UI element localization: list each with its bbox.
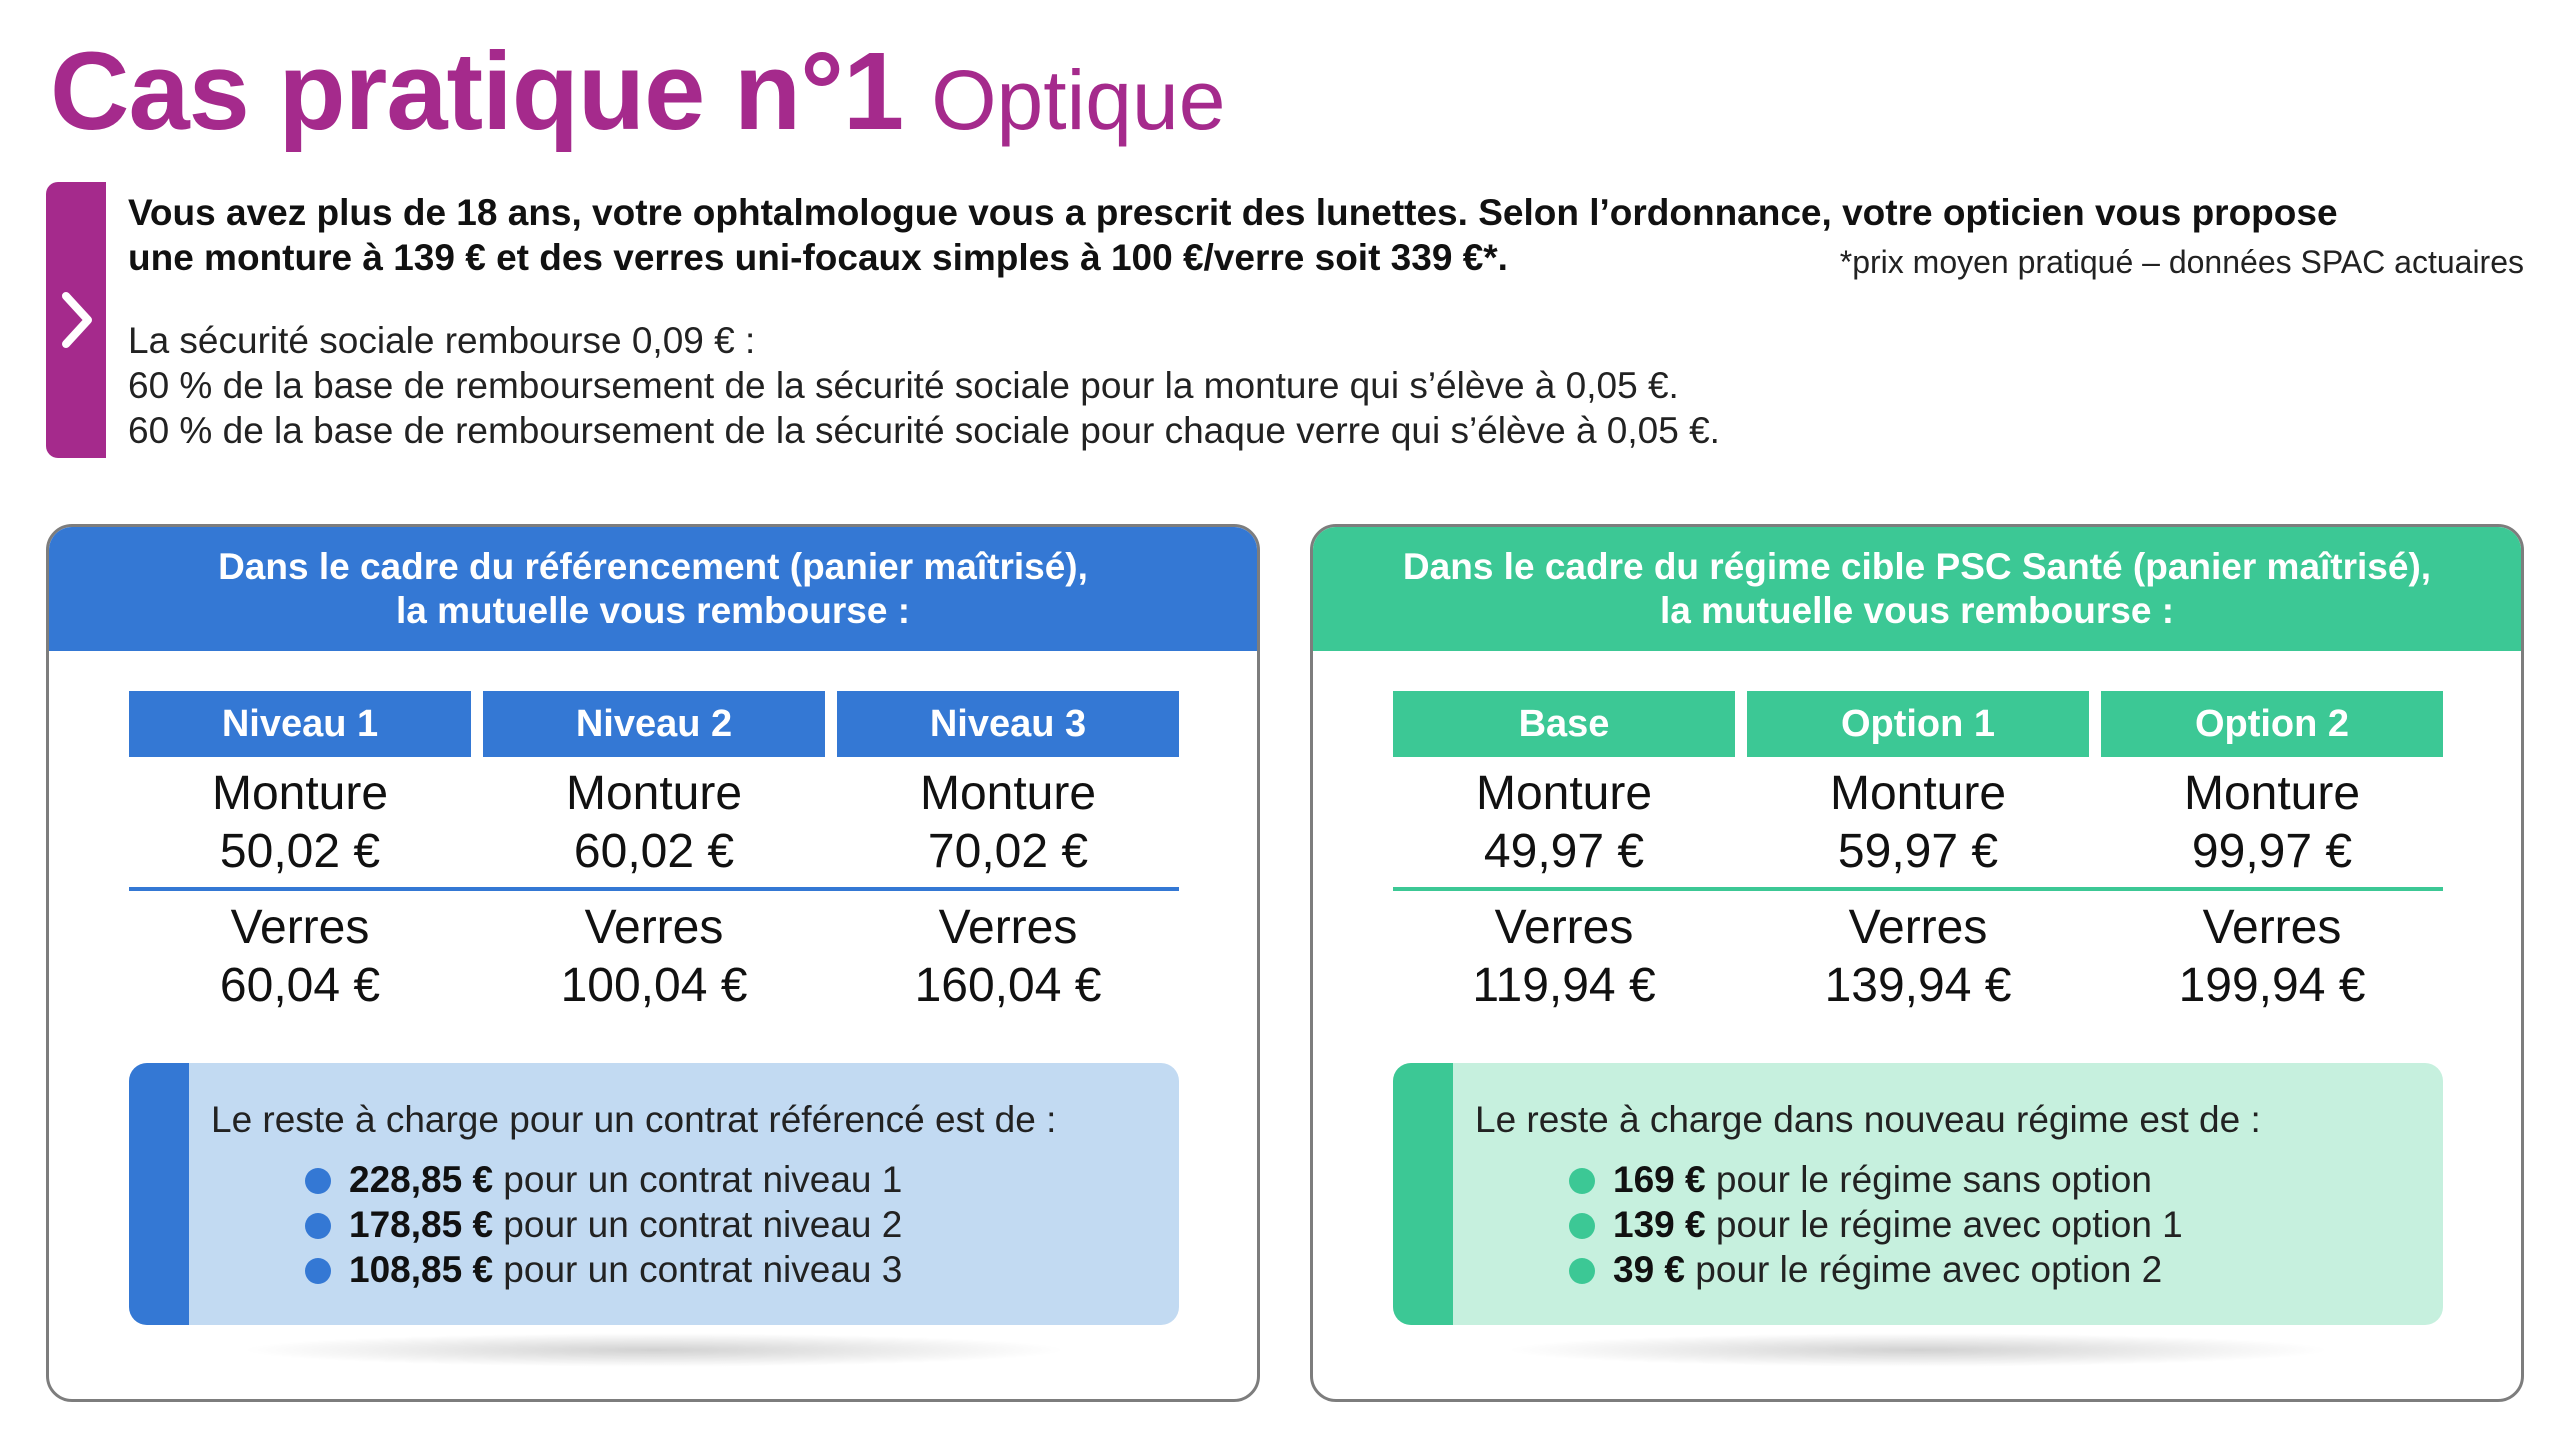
panel-header-line-1: Dans le cadre du référencement (panier maîtrisé), bbox=[218, 546, 1088, 587]
rest-text: pour un contrat niveau 1 bbox=[493, 1159, 903, 1200]
rest-amount: 39 € bbox=[1613, 1249, 1686, 1290]
panel-header bbox=[49, 527, 1257, 651]
reste-a-charge-box bbox=[129, 1063, 1179, 1325]
bullet-icon bbox=[1569, 1258, 1595, 1284]
rest-accent-bar bbox=[129, 1063, 189, 1325]
column-option-2 bbox=[2101, 691, 2443, 1015]
list-item bbox=[1569, 1247, 2183, 1292]
frame-cell bbox=[837, 765, 1179, 893]
box-shadow-decoration bbox=[239, 1333, 1069, 1367]
frame-cell bbox=[483, 765, 825, 893]
lens-value: 139,94 € bbox=[1824, 959, 2012, 1012]
frame-value: 59,97 € bbox=[1837, 825, 1999, 878]
bullet-icon bbox=[1569, 1213, 1595, 1239]
frame-value: 50,02 € bbox=[219, 825, 381, 878]
intro-tab bbox=[46, 182, 106, 458]
rest-text: pour le régime avec option 1 bbox=[1705, 1204, 2183, 1245]
rest-list bbox=[305, 1157, 902, 1292]
secu-line-2: 60 % de la base de remboursement de la sécurité sociale pour la monture qui s’élève à 0,05 €. bbox=[128, 365, 1679, 406]
frame-value: 49,97 € bbox=[1483, 825, 1645, 878]
lens-cell bbox=[1393, 899, 1735, 1015]
secu-block bbox=[128, 318, 1720, 453]
rest-amount: 169 € bbox=[1613, 1159, 1706, 1200]
lens-label: Verres bbox=[2202, 901, 2342, 954]
bullet-icon bbox=[1569, 1168, 1595, 1194]
frame-label: Monture bbox=[211, 767, 389, 820]
secu-line-1: La sécurité sociale rembourse 0,09 € : bbox=[128, 320, 756, 361]
rest-title: Le reste à charge pour un contrat référencé est de : bbox=[211, 1099, 1057, 1140]
lens-cell bbox=[1747, 899, 2089, 1015]
lens-value: 119,94 € bbox=[1472, 959, 1656, 1012]
reste-a-charge-box bbox=[1393, 1063, 2443, 1325]
frame-cell bbox=[129, 765, 471, 893]
rest-title: Le reste à charge dans nouveau régime est de : bbox=[1475, 1099, 2261, 1140]
column-niveau-3 bbox=[837, 691, 1179, 1015]
title-sub: Optique bbox=[931, 53, 1226, 147]
frame-label: Monture bbox=[565, 767, 743, 820]
column-header: Niveau 1 bbox=[129, 691, 471, 757]
column-header: Option 1 bbox=[1747, 691, 2089, 757]
rest-amount: 139 € bbox=[1613, 1204, 1706, 1245]
bullet-icon bbox=[305, 1213, 331, 1239]
panel-header-line-1: Dans le cadre du régime cible PSC Santé (panier maîtrisé), bbox=[1402, 546, 2432, 587]
column-niveau-1 bbox=[129, 691, 471, 1015]
frame-cell bbox=[1747, 765, 2089, 893]
lens-value: 199,94 € bbox=[2178, 959, 2366, 1012]
list-item bbox=[1569, 1157, 2183, 1202]
lens-label: Verres bbox=[938, 901, 1078, 954]
lens-label: Verres bbox=[1494, 901, 1634, 954]
secu-line-3: 60 % de la base de remboursement de la sécurité sociale pour chaque verre qui s’élève à 0,05 €. bbox=[128, 410, 1720, 451]
list-item bbox=[305, 1247, 902, 1292]
panel-header bbox=[1313, 527, 2521, 651]
lens-value: 160,04 € bbox=[914, 959, 1102, 1012]
option-columns bbox=[1393, 691, 2443, 1015]
rest-text: pour le régime avec option 2 bbox=[1685, 1249, 2163, 1290]
rest-list bbox=[1569, 1157, 2183, 1292]
page-title bbox=[50, 28, 1225, 155]
column-option-1 bbox=[1747, 691, 2089, 1015]
lens-cell bbox=[2101, 899, 2443, 1015]
frame-cell bbox=[2101, 765, 2443, 893]
rest-text: pour un contrat niveau 3 bbox=[493, 1249, 903, 1290]
rest-accent-bar bbox=[1393, 1063, 1453, 1325]
lens-label: Verres bbox=[584, 901, 724, 954]
rest-amount: 228,85 € bbox=[349, 1159, 494, 1200]
frame-label: Monture bbox=[1829, 767, 2007, 820]
frame-label: Monture bbox=[1475, 767, 1653, 820]
rest-text: pour un contrat niveau 2 bbox=[493, 1204, 903, 1245]
chevron-right-icon bbox=[60, 290, 94, 350]
column-niveau-2 bbox=[483, 691, 825, 1015]
column-header: Option 2 bbox=[2101, 691, 2443, 757]
panel-header-line-2: la mutuelle vous rembourse : bbox=[395, 590, 911, 631]
lens-value: 100,04 € bbox=[560, 959, 748, 1012]
frame-cell bbox=[1393, 765, 1735, 893]
lens-cell bbox=[837, 899, 1179, 1015]
lens-value: 60,04 € bbox=[219, 959, 381, 1012]
level-columns bbox=[129, 691, 1179, 1015]
rest-text: pour le régime sans option bbox=[1705, 1159, 2152, 1200]
lens-cell bbox=[483, 899, 825, 1015]
lens-label: Verres bbox=[1848, 901, 1988, 954]
column-header: Niveau 3 bbox=[837, 691, 1179, 757]
intro-line-1: Vous avez plus de 18 ans, votre ophtalmologue vous a prescrit des lunettes. Selon l’ordonnance, votre opticien vous propose bbox=[128, 192, 2338, 233]
lens-label: Verres bbox=[230, 901, 370, 954]
frame-value: 99,97 € bbox=[2191, 825, 2353, 878]
frame-value: 60,02 € bbox=[573, 825, 735, 878]
column-header: Niveau 2 bbox=[483, 691, 825, 757]
title-main: Cas pratique n°1 bbox=[50, 30, 904, 153]
frame-value: 70,02 € bbox=[927, 825, 1089, 878]
list-item bbox=[305, 1157, 902, 1202]
bullet-icon bbox=[305, 1168, 331, 1194]
bullet-icon bbox=[305, 1258, 331, 1284]
column-base bbox=[1393, 691, 1735, 1015]
list-item bbox=[305, 1202, 902, 1247]
box-shadow-decoration bbox=[1503, 1333, 2333, 1367]
list-item bbox=[1569, 1202, 2183, 1247]
row-divider bbox=[129, 887, 1179, 891]
price-note: *prix moyen pratiqué – données SPAC actuaires bbox=[1839, 244, 2524, 280]
frame-label: Monture bbox=[2183, 767, 2361, 820]
column-header: Base bbox=[1393, 691, 1735, 757]
rest-amount: 108,85 € bbox=[349, 1249, 494, 1290]
intro-line-2: une monture à 139 € et des verres uni-focaux simples à 100 €/verre soit 339 €*. bbox=[128, 237, 1508, 278]
frame-label: Monture bbox=[919, 767, 1097, 820]
referencement-panel bbox=[46, 524, 1260, 1402]
psc-sante-panel bbox=[1310, 524, 2524, 1402]
rest-amount: 178,85 € bbox=[349, 1204, 494, 1245]
panel-header-line-2: la mutuelle vous rembourse : bbox=[1659, 590, 2175, 631]
lens-cell bbox=[129, 899, 471, 1015]
row-divider bbox=[1393, 887, 2443, 891]
